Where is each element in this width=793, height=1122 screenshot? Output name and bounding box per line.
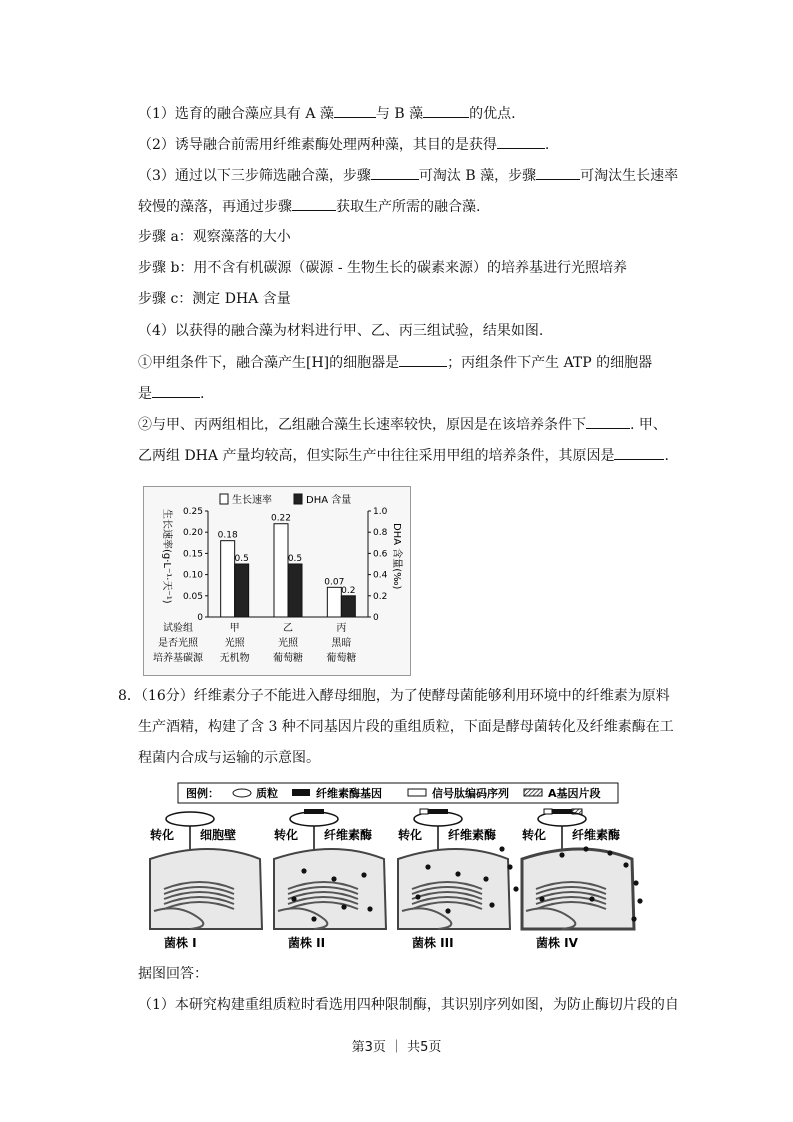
bar-value-label: 0.22 <box>270 513 292 524</box>
cellulase-gene-icon <box>292 789 310 796</box>
bar-growth <box>327 587 341 617</box>
y-right-tick-label: 0.8 <box>373 528 388 539</box>
panel-label: 纤维素酶 <box>448 828 497 842</box>
answer-blank[interactable] <box>292 196 336 211</box>
y-left-tick-label: 0.20 <box>182 528 203 539</box>
legend-swatch-growth <box>220 494 228 504</box>
enzyme-dot <box>499 846 504 851</box>
panel-label: 纤维素酶 <box>324 828 373 842</box>
q8-line1: 8．（16分）纤维素分子不能进入酵母细胞，为了使酵母菌能够利用环境中的纤维素为原料 <box>118 688 670 704</box>
enzyme-dot <box>361 872 366 877</box>
bar-chart <box>143 486 411 676</box>
category-label: 甲 <box>229 623 240 634</box>
transformation-diagram <box>146 779 676 959</box>
legend-dha: DHA 含量 <box>306 495 352 506</box>
enzyme-dot <box>539 896 544 901</box>
enzyme-dot <box>367 906 372 911</box>
transform-label: 转化 <box>522 828 547 842</box>
step-b: 步骤 b：用不含有机碳源（碳源 - 生物生长的碳素来源）的培养基进行光照培养 <box>138 260 628 276</box>
enzyme-dot <box>341 904 346 909</box>
panel-label: 纤维素酶 <box>572 828 621 842</box>
bar-growth <box>274 524 288 617</box>
enzyme-dot <box>425 864 430 869</box>
enzyme-dot <box>291 896 296 901</box>
enzyme-dot <box>631 916 636 921</box>
answer-blank[interactable] <box>423 103 469 118</box>
enzyme-dot <box>607 850 612 855</box>
y-left-tick-label: 0.25 <box>182 507 203 517</box>
q7-part4-2-line1: ②与甲、丙两组相比，乙组融合藻生长速率较快，原因是在该培养条件下 . 甲、 <box>138 414 667 435</box>
chart-svg <box>144 487 410 675</box>
bar-growth <box>221 541 235 617</box>
transform-label: 转化 <box>274 828 299 842</box>
q8-sub1: （1）本研究构建重组质粒时看选用四种限制酶，其识别序列如图，为防止酶切片段的自 <box>138 997 679 1013</box>
panel-1 <box>150 812 262 950</box>
bar-value-label: 0.18 <box>217 530 238 541</box>
bar-dha <box>235 564 249 617</box>
row-label: 是否光照 <box>158 638 198 649</box>
enzyme-dot <box>507 864 512 869</box>
strain-label: 菌株 I <box>164 936 197 950</box>
panel-label: 细胞壁 <box>200 828 237 842</box>
bar-dha <box>341 596 355 617</box>
cellulase-gene-icon <box>552 809 572 814</box>
transform-label: 转化 <box>398 828 423 842</box>
y-left-tick-label: 0.15 <box>182 549 203 560</box>
transform-label: 转化 <box>150 828 175 842</box>
y-axis-left-title: 生长速率(g·L⁻¹·天⁻¹) <box>161 509 172 604</box>
row-label: 培养基碳源 <box>153 653 203 664</box>
answer-blank[interactable] <box>371 165 419 180</box>
y-left-tick-label: 0.10 <box>182 570 203 581</box>
q7-part3-line2: 较慢的藻落，再通过步骤 获取生产所需的融合藻. <box>138 196 480 217</box>
diagram-svg <box>146 779 676 959</box>
bar-value-label: 0.5 <box>287 554 303 564</box>
q7-part4-1-line1: ①甲组条件下，融合藻产生[H]的细胞器是 ；丙组条件下产生 ATP 的细胞器 <box>138 352 652 373</box>
a-gene-icon <box>572 809 582 814</box>
q8-line2: 生产酒精，构建了含 3 种不同基因片段的重组质粒，下面是酵母菌转化及纤维素酶在工 <box>138 719 674 735</box>
legend-plasmid: 质粒 <box>256 787 278 800</box>
bar-value-label: 0.5 <box>234 554 249 564</box>
answer-blank[interactable] <box>152 383 200 398</box>
answer-blank[interactable] <box>399 352 447 367</box>
strain-label: 菌株 IV <box>536 936 578 950</box>
answer-blank[interactable] <box>586 414 630 429</box>
legend-cellulase-gene: 纤维素酶基因 <box>316 787 382 800</box>
q7-part3-line1: （3）通过以下三步筛选融合藻，步骤 可淘汰 B 藻，步骤 可淘汰生长速率 <box>138 165 678 186</box>
y-axis-right-title: DHA 含量(‰) <box>391 523 402 590</box>
answer-blank[interactable] <box>334 103 376 118</box>
page-footer: 第3页 ｜ 共5页 <box>351 1040 442 1055</box>
step-a: 步骤 a：观察藻落的大小 <box>138 229 291 245</box>
signal-peptide-icon <box>544 809 552 814</box>
y-right-tick-label: 0.2 <box>373 591 388 602</box>
q8-line3: 程菌内合成与运输的示意图。 <box>138 750 320 766</box>
answer-blank[interactable] <box>614 445 664 460</box>
enzyme-dot <box>311 916 316 921</box>
enzyme-dot <box>583 846 588 851</box>
cellulase-gene-icon <box>304 809 324 814</box>
enzyme-dot <box>633 880 638 885</box>
answer-intro: 据图回答： <box>138 966 208 982</box>
answer-blank[interactable] <box>536 165 580 180</box>
bar-value-label: 0.2 <box>341 585 356 596</box>
enzyme-dot <box>483 876 488 881</box>
y-right-tick-label: 0 <box>373 613 379 623</box>
a-gene-icon <box>524 789 542 796</box>
enzyme-dot <box>623 862 628 867</box>
strain-label: 菌株 III <box>412 936 454 950</box>
plasmid-icon <box>290 812 338 826</box>
enzyme-dot <box>331 876 336 881</box>
panel-4 <box>522 809 643 950</box>
category-condition: 葡萄糖 <box>326 653 357 664</box>
signal-peptide-icon <box>420 809 428 814</box>
row-label: 试验组 <box>163 623 193 634</box>
enzyme-dot <box>415 894 420 899</box>
category-condition: 黑暗 <box>331 638 352 649</box>
panel-3 <box>398 809 519 950</box>
y-right-tick-label: 0.6 <box>373 549 388 560</box>
enzyme-dot <box>513 886 518 891</box>
strain-label: 菌株 II <box>288 936 326 950</box>
bar-dha <box>288 564 302 617</box>
q7-part2: （2）诱导融合前需用纤维素酶处理两种藻，其目的是获得 . <box>138 134 549 155</box>
category-condition: 葡萄糖 <box>273 653 303 664</box>
step-c: 步骤 c：测定 DHA 含量 <box>138 291 291 307</box>
category-condition: 光照 <box>224 638 245 649</box>
category-condition: 无机物 <box>219 653 250 664</box>
legend-a-gene: A基因片段 <box>548 787 601 800</box>
enzyme-dot <box>455 871 460 876</box>
enzyme-dot <box>637 898 642 903</box>
bar-value-label: 0.07 <box>324 577 345 588</box>
q7-part4: （4）以获得的融合藻为材料进行甲、乙、丙三组试验，结果如图. <box>138 323 544 339</box>
legend-signal-peptide: 信号肽编码序列 <box>432 787 509 800</box>
category-condition: 光照 <box>278 638 298 649</box>
enzyme-dot <box>559 852 564 857</box>
answer-blank[interactable] <box>497 134 545 149</box>
q7-part4-1-line2: 是 . <box>138 383 204 404</box>
y-right-tick-label: 0.4 <box>373 570 388 581</box>
enzyme-dot <box>589 896 594 901</box>
category-label: 丙 <box>336 623 347 634</box>
panel-2 <box>274 809 386 950</box>
y-right-tick-label: 1.0 <box>373 507 388 517</box>
signal-peptide-icon <box>408 789 426 796</box>
y-left-tick-label: 0 <box>197 613 203 623</box>
plasmid-icon <box>166 812 214 826</box>
enzyme-dot <box>445 908 450 913</box>
y-left-tick-label: 0.05 <box>182 591 203 602</box>
q7-part1: （1）选育的融合藻应具有 A 藻 与 B 藻 的优点. <box>138 103 516 124</box>
legend-swatch-dha <box>294 494 302 504</box>
enzyme-dot <box>489 902 494 907</box>
legend-growth: 生长速率 <box>232 495 272 506</box>
legend-title: 图例： <box>186 787 219 800</box>
cellulase-gene-icon <box>428 809 448 814</box>
category-label: 乙 <box>283 623 293 634</box>
q7-part4-2-line2: 乙两组 DHA 产量均较高，但实际生产中往往采用甲组的培养条件，其原因是 . <box>138 445 669 466</box>
enzyme-dot <box>301 868 306 873</box>
